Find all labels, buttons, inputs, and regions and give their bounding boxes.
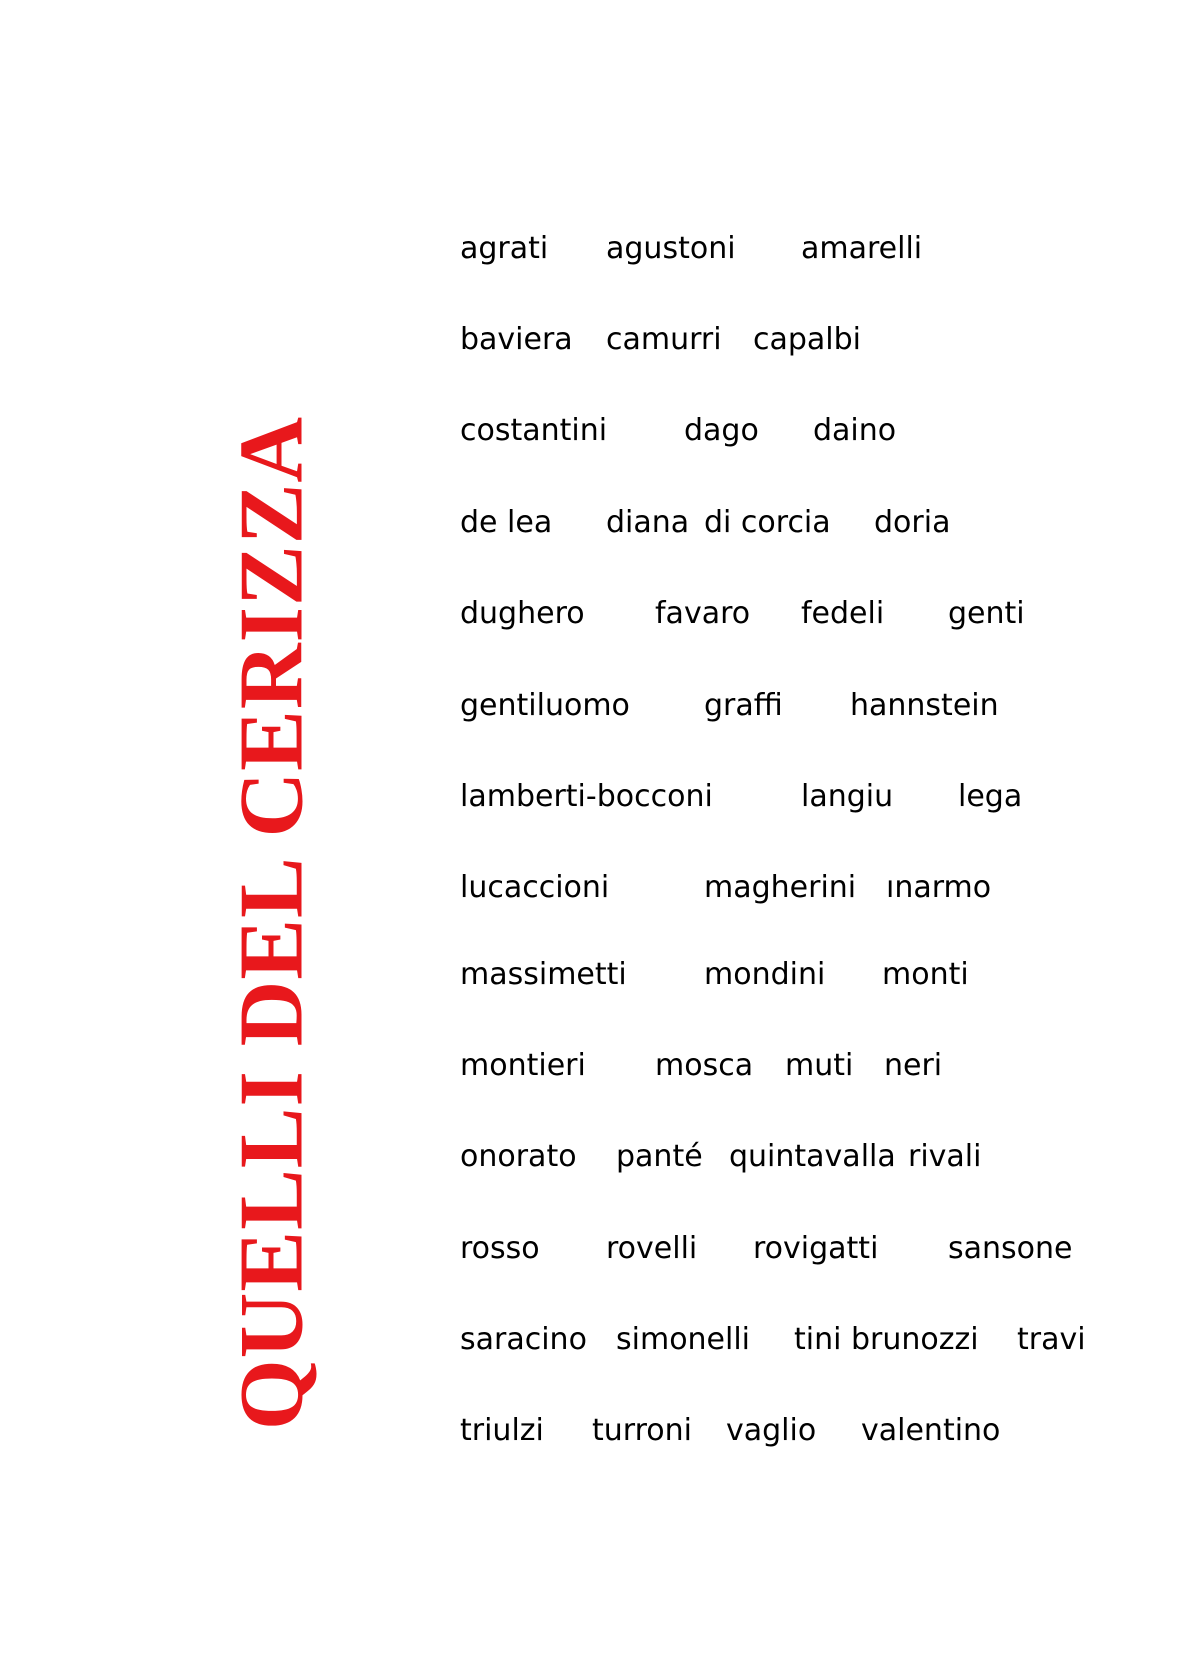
name-item: di corcia (704, 505, 831, 540)
name-item: neri (884, 1048, 943, 1083)
name-item: fedeli (801, 596, 885, 631)
name-item: daino (813, 413, 897, 448)
name-item: montieri (460, 1048, 586, 1083)
name-item: muti (785, 1048, 854, 1083)
name-item: dughero (460, 596, 585, 631)
name-item: dago (684, 413, 759, 448)
name-item: costantini (460, 413, 608, 448)
name-item: lega (958, 779, 1023, 814)
name-item: vaglio (726, 1413, 817, 1448)
name-item: sansone (948, 1231, 1073, 1266)
name-item: mondini (704, 957, 826, 992)
name-item: valentino (861, 1413, 1001, 1448)
name-item: gentiluomo (460, 688, 630, 723)
name-item: rosso (460, 1231, 540, 1266)
name-item: de lea (460, 505, 553, 540)
name-item: saracino (460, 1322, 587, 1357)
name-item: rovigatti (753, 1231, 879, 1266)
name-item: monti (882, 957, 969, 992)
name-item: panté (616, 1139, 703, 1174)
page-title: QUELLI DEL CERIZZA (220, 415, 322, 1430)
name-item: mosca (655, 1048, 754, 1083)
name-item: lucaccioni (460, 870, 610, 905)
name-item: turroni (592, 1413, 692, 1448)
name-item: travi (1017, 1322, 1086, 1357)
name-item: agrati (460, 231, 549, 266)
name-item: capalbi (753, 322, 862, 357)
name-item: magherini (704, 870, 857, 905)
name-item: hannstein (850, 688, 999, 723)
name-item: rovelli (606, 1231, 698, 1266)
name-item: massimetti (460, 957, 627, 992)
name-item: quintavalla (729, 1139, 896, 1174)
name-item: amarelli (801, 231, 923, 266)
name-item: ınarmo (886, 870, 992, 905)
name-item: genti (948, 596, 1025, 631)
name-item: agustoni (606, 231, 736, 266)
name-item: lamberti-bocconi (460, 779, 713, 814)
name-item: camurri (606, 322, 722, 357)
name-item: simonelli (616, 1322, 751, 1357)
vertical-title-block (220, 385, 322, 1460)
name-item: onorato (460, 1139, 577, 1174)
name-item: rivali (908, 1139, 982, 1174)
name-item: graffi (704, 688, 783, 723)
name-item: tini brunozzi (794, 1322, 979, 1357)
name-item: baviera (460, 322, 573, 357)
name-item: doria (874, 505, 951, 540)
name-item: langiu (801, 779, 894, 814)
name-item: triulzi (460, 1413, 544, 1448)
name-item: favaro (655, 596, 751, 631)
name-item: diana (606, 505, 690, 540)
